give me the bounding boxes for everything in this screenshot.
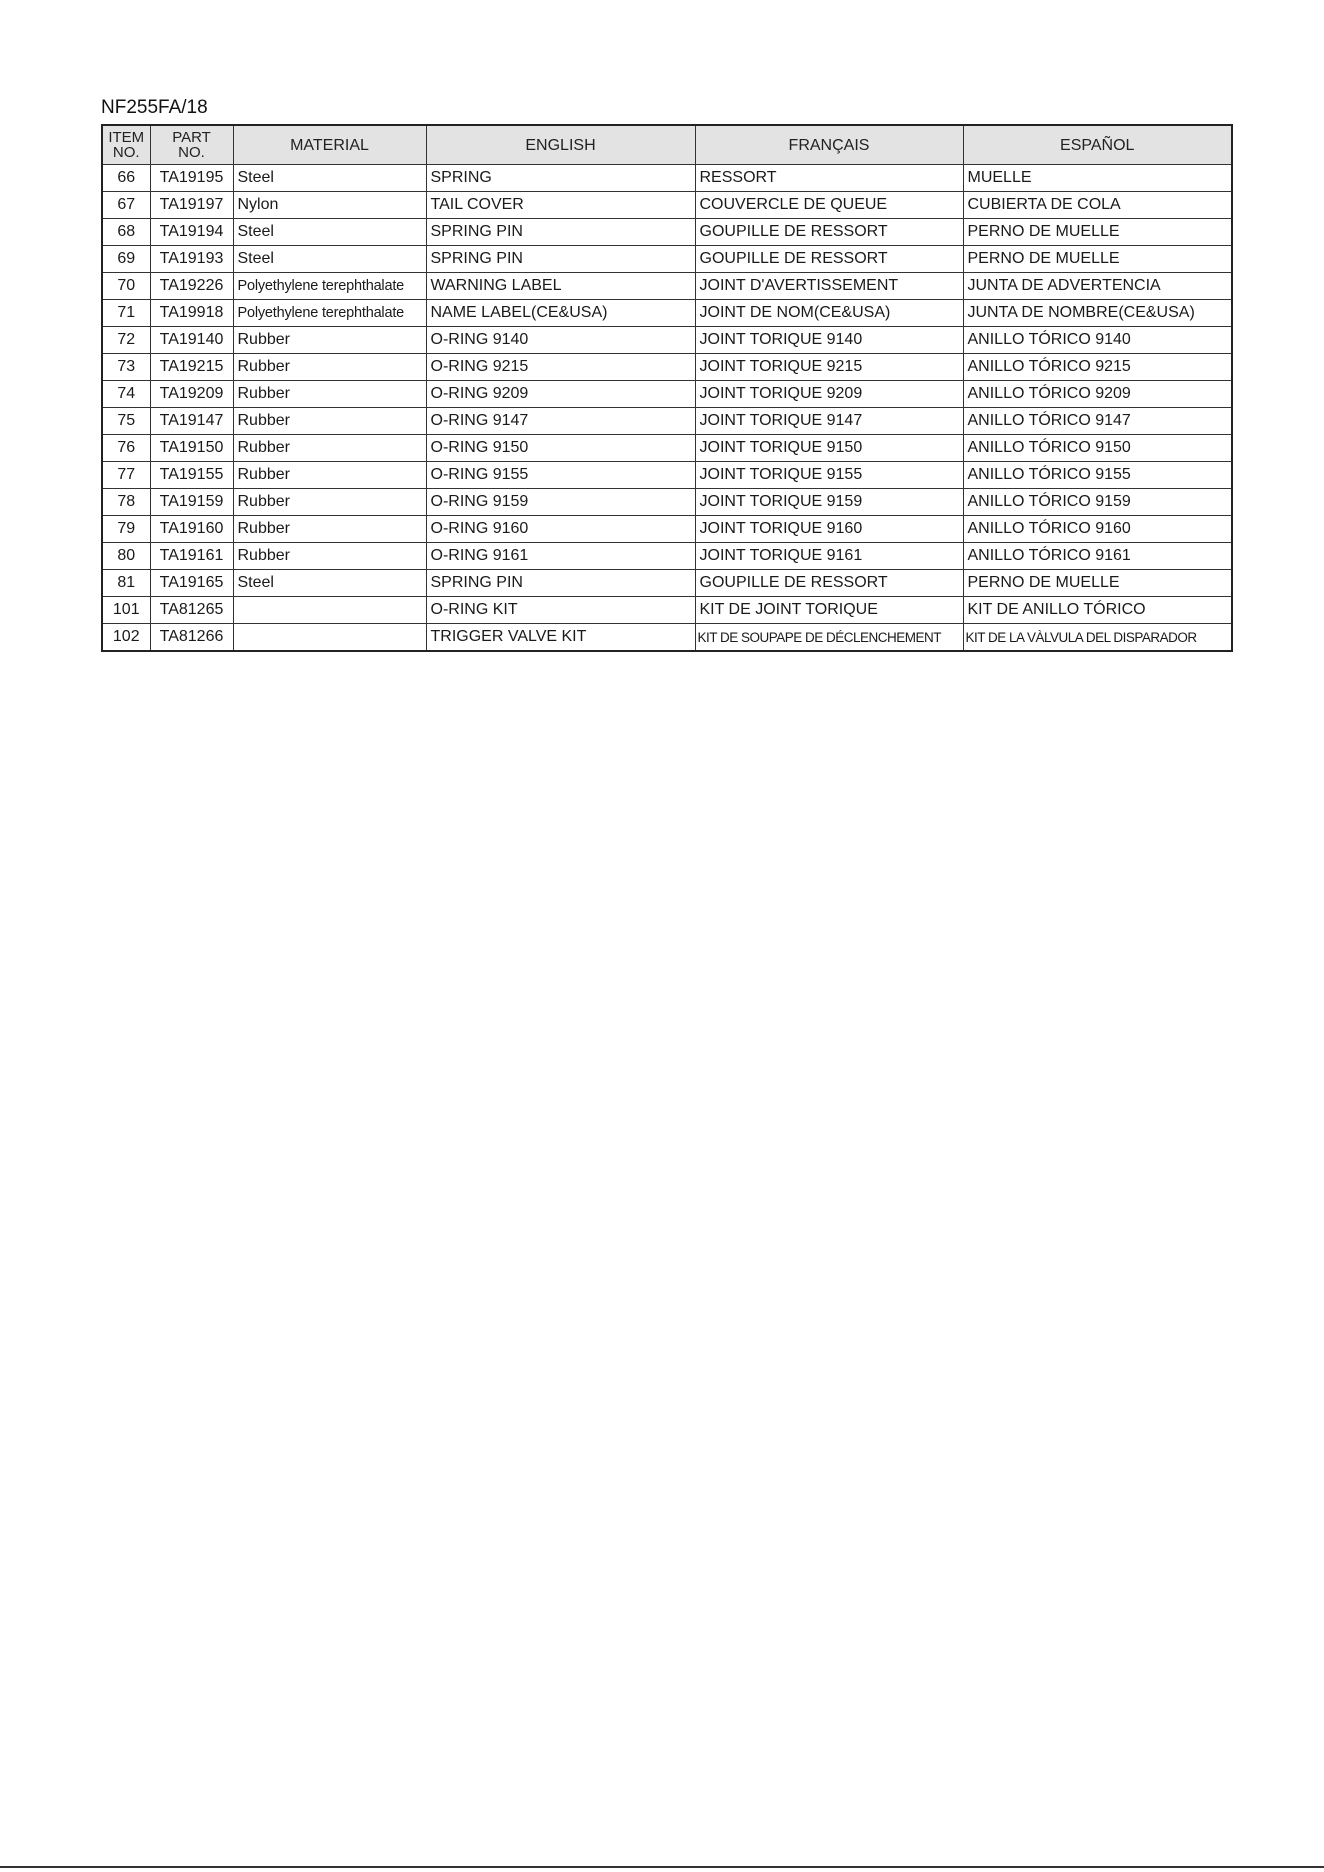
cell-english: TAIL COVER <box>426 192 695 219</box>
cell-francais: JOINT D'AVERTISSEMENT <box>695 273 963 300</box>
cell-part-no: TA19194 <box>150 219 233 246</box>
cell-part-no: TA19193 <box>150 246 233 273</box>
cell-material: Rubber <box>233 354 426 381</box>
header-francais: FRANÇAIS <box>695 125 963 165</box>
cell-english: O-RING 9147 <box>426 408 695 435</box>
header-part-no: PART NO. <box>150 125 233 165</box>
cell-item-no: 101 <box>102 597 150 624</box>
header-item-no: ITEM NO. <box>102 125 150 165</box>
table-row <box>102 624 1232 652</box>
cell-material: Rubber <box>233 543 426 570</box>
cell-part-no: TA19159 <box>150 489 233 516</box>
cell-english: SPRING PIN <box>426 219 695 246</box>
cell-francais: JOINT TORIQUE 9155 <box>695 462 963 489</box>
cell-part-no: TA19160 <box>150 516 233 543</box>
cell-part-no: TA19918 <box>150 300 233 327</box>
cell-espanol: PERNO DE MUELLE <box>963 570 1232 597</box>
cell-espanol: KIT DE LA VÀLVULA DEL DISPARADOR <box>963 624 1232 652</box>
cell-item-no: 76 <box>102 435 150 462</box>
cell-part-no: TA19165 <box>150 570 233 597</box>
table-row <box>102 516 1232 543</box>
cell-item-no: 71 <box>102 300 150 327</box>
cell-english: O-RING 9159 <box>426 489 695 516</box>
table-row <box>102 381 1232 408</box>
table-row <box>102 435 1232 462</box>
cell-espanol: ANILLO TÓRICO 9161 <box>963 543 1232 570</box>
table-row <box>102 273 1232 300</box>
cell-english: O-RING KIT <box>426 597 695 624</box>
cell-item-no: 74 <box>102 381 150 408</box>
cell-english: O-RING 9155 <box>426 462 695 489</box>
table-row <box>102 489 1232 516</box>
table-row <box>102 462 1232 489</box>
cell-item-no: 81 <box>102 570 150 597</box>
cell-english: SPRING PIN <box>426 570 695 597</box>
header-espanol: ESPAÑOL <box>963 125 1232 165</box>
cell-material: Rubber <box>233 489 426 516</box>
cell-francais: JOINT TORIQUE 9160 <box>695 516 963 543</box>
header-material: MATERIAL <box>233 125 426 165</box>
cell-item-no: 78 <box>102 489 150 516</box>
table-row <box>102 219 1232 246</box>
cell-item-no: 75 <box>102 408 150 435</box>
cell-part-no: TA19209 <box>150 381 233 408</box>
cell-item-no: 67 <box>102 192 150 219</box>
cell-francais: GOUPILLE DE RESSORT <box>695 219 963 246</box>
table-row <box>102 408 1232 435</box>
cell-espanol: ANILLO TÓRICO 9150 <box>963 435 1232 462</box>
cell-material: Steel <box>233 246 426 273</box>
cell-part-no: TA19140 <box>150 327 233 354</box>
header-english: ENGLISH <box>426 125 695 165</box>
cell-english: NAME LABEL(CE&USA) <box>426 300 695 327</box>
cell-item-no: 68 <box>102 219 150 246</box>
cell-espanol: PERNO DE MUELLE <box>963 246 1232 273</box>
cell-espanol: ANILLO TÓRICO 9140 <box>963 327 1232 354</box>
cell-material: Rubber <box>233 462 426 489</box>
cell-francais: JOINT TORIQUE 9159 <box>695 489 963 516</box>
cell-part-no: TA19197 <box>150 192 233 219</box>
cell-item-no: 72 <box>102 327 150 354</box>
cell-material <box>233 597 426 624</box>
cell-english: O-RING 9215 <box>426 354 695 381</box>
parts-table <box>101 124 1233 652</box>
parts-table-body <box>102 165 1232 652</box>
cell-espanol: MUELLE <box>963 165 1232 192</box>
cell-material: Rubber <box>233 327 426 354</box>
cell-english: WARNING LABEL <box>426 273 695 300</box>
cell-espanol: JUNTA DE ADVERTENCIA <box>963 273 1232 300</box>
cell-francais: JOINT TORIQUE 9147 <box>695 408 963 435</box>
cell-francais: JOINT DE NOM(CE&USA) <box>695 300 963 327</box>
table-row <box>102 597 1232 624</box>
cell-espanol: KIT DE ANILLO TÓRICO <box>963 597 1232 624</box>
cell-item-no: 80 <box>102 543 150 570</box>
table-row <box>102 543 1232 570</box>
cell-part-no: TA81265 <box>150 597 233 624</box>
cell-english: O-RING 9160 <box>426 516 695 543</box>
table-row <box>102 246 1232 273</box>
cell-material: Rubber <box>233 516 426 543</box>
cell-espanol: ANILLO TÓRICO 9159 <box>963 489 1232 516</box>
cell-material: Rubber <box>233 408 426 435</box>
cell-english: O-RING 9150 <box>426 435 695 462</box>
cell-part-no: TA19155 <box>150 462 233 489</box>
cell-part-no: TA19150 <box>150 435 233 462</box>
cell-material: Rubber <box>233 381 426 408</box>
table-row <box>102 165 1232 192</box>
cell-english: SPRING PIN <box>426 246 695 273</box>
cell-item-no: 66 <box>102 165 150 192</box>
cell-francais: GOUPILLE DE RESSORT <box>695 570 963 597</box>
cell-english: TRIGGER VALVE KIT <box>426 624 695 652</box>
cell-english: SPRING <box>426 165 695 192</box>
cell-material: Steel <box>233 219 426 246</box>
cell-francais: KIT DE JOINT TORIQUE <box>695 597 963 624</box>
cell-english: O-RING 9140 <box>426 327 695 354</box>
cell-material: Polyethylene terephthalate <box>233 300 426 327</box>
cell-item-no: 77 <box>102 462 150 489</box>
cell-item-no: 69 <box>102 246 150 273</box>
cell-espanol: JUNTA DE NOMBRE(CE&USA) <box>963 300 1232 327</box>
table-header-row <box>102 125 1232 165</box>
cell-material <box>233 624 426 652</box>
cell-francais: KIT DE SOUPAPE DE DÉCLENCHEMENT <box>695 624 963 652</box>
cell-material: Nylon <box>233 192 426 219</box>
cell-part-no: TA19161 <box>150 543 233 570</box>
cell-francais: JOINT TORIQUE 9215 <box>695 354 963 381</box>
cell-francais: JOINT TORIQUE 9161 <box>695 543 963 570</box>
cell-part-no: TA19195 <box>150 165 233 192</box>
cell-material: Steel <box>233 165 426 192</box>
cell-espanol: PERNO DE MUELLE <box>963 219 1232 246</box>
cell-material: Polyethylene terephthalate <box>233 273 426 300</box>
cell-espanol: CUBIERTA DE COLA <box>963 192 1232 219</box>
cell-item-no: 102 <box>102 624 150 652</box>
cell-espanol: ANILLO TÓRICO 9160 <box>963 516 1232 543</box>
cell-part-no: TA81266 <box>150 624 233 652</box>
cell-espanol: ANILLO TÓRICO 9147 <box>963 408 1232 435</box>
model-title: NF255FA/18 <box>101 97 208 118</box>
cell-espanol: ANILLO TÓRICO 9209 <box>963 381 1232 408</box>
cell-espanol: ANILLO TÓRICO 9215 <box>963 354 1232 381</box>
cell-francais: JOINT TORIQUE 9140 <box>695 327 963 354</box>
table-row <box>102 327 1232 354</box>
cell-part-no: TA19215 <box>150 354 233 381</box>
cell-francais: COUVERCLE DE QUEUE <box>695 192 963 219</box>
cell-item-no: 73 <box>102 354 150 381</box>
cell-francais: JOINT TORIQUE 9150 <box>695 435 963 462</box>
table-row <box>102 192 1232 219</box>
cell-material: Rubber <box>233 435 426 462</box>
cell-francais: JOINT TORIQUE 9209 <box>695 381 963 408</box>
cell-english: O-RING 9161 <box>426 543 695 570</box>
cell-material: Steel <box>233 570 426 597</box>
table-row <box>102 570 1232 597</box>
cell-item-no: 70 <box>102 273 150 300</box>
cell-francais: GOUPILLE DE RESSORT <box>695 246 963 273</box>
footer-divider <box>0 1866 1324 1868</box>
table-row <box>102 354 1232 381</box>
cell-part-no: TA19226 <box>150 273 233 300</box>
cell-english: O-RING 9209 <box>426 381 695 408</box>
table-row <box>102 300 1232 327</box>
cell-francais: RESSORT <box>695 165 963 192</box>
cell-part-no: TA19147 <box>150 408 233 435</box>
cell-espanol: ANILLO TÓRICO 9155 <box>963 462 1232 489</box>
cell-item-no: 79 <box>102 516 150 543</box>
